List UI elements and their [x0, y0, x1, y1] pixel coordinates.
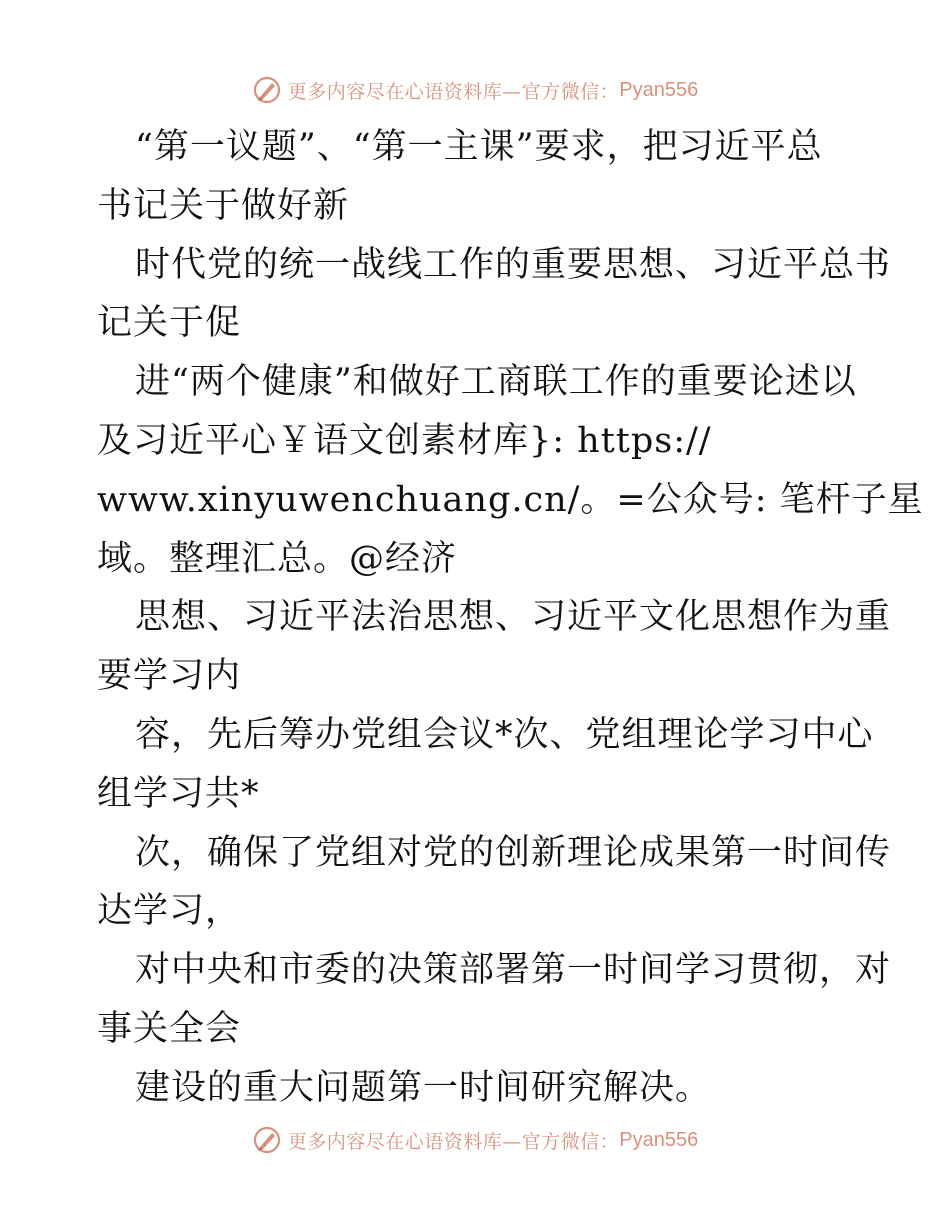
text-line: 时代党的统一战线工作的重要思想、习近平总书	[135, 244, 892, 285]
text-line: 域。整理汇总。@经济	[97, 538, 458, 579]
text-line: 次，确保了党组对党的创新理论成果第一时间传	[135, 832, 892, 873]
watermark-wechat-id: Pyan556	[619, 78, 699, 101]
document-body	[97, 118, 924, 1118]
watermark-text: 更多内容尽在心语资料库—官方微信：	[287, 1130, 620, 1153]
text-line: 书记关于做好新	[97, 185, 350, 226]
text-line: www.xinyuwenchuang.cn/。=公众号: 笔杆子星	[97, 479, 924, 520]
text-line: “第一议题”、“第一主课”要求，把习近平总	[135, 127, 823, 167]
text-line: 事关全会	[97, 1008, 242, 1049]
text-line: 要学习内	[97, 656, 242, 697]
text-line: 记关于促	[97, 303, 242, 344]
watermark-wechat-id: Pyan556	[619, 1128, 699, 1151]
text-line: 组学习共*	[97, 773, 260, 814]
watermark-text: 更多内容尽在心语资料库—官方微信：	[287, 80, 620, 103]
text-line: 及习近平心￥语文创素材库}: https://	[97, 420, 712, 461]
text-line: 建设的重大问题第一时间研究解决。	[135, 1067, 712, 1108]
text-line: 达学习，	[97, 891, 242, 932]
watermark-banner-top	[0, 70, 950, 110]
text-line: 进“两个健康”和做好工商联工作的重要论述以	[135, 362, 857, 403]
text-line: 思想、习近平法治思想、习近平文化思想作为重	[135, 597, 892, 638]
pen-logo-icon	[252, 1125, 282, 1155]
text-line: 容，先后筹办党组会议*次、党组理论学习中心	[135, 714, 874, 755]
pen-logo-icon	[252, 75, 282, 105]
text-line: 对中央和市委的决策部署第一时间学习贯彻，对	[135, 950, 892, 991]
watermark-banner-bottom	[0, 1120, 950, 1160]
